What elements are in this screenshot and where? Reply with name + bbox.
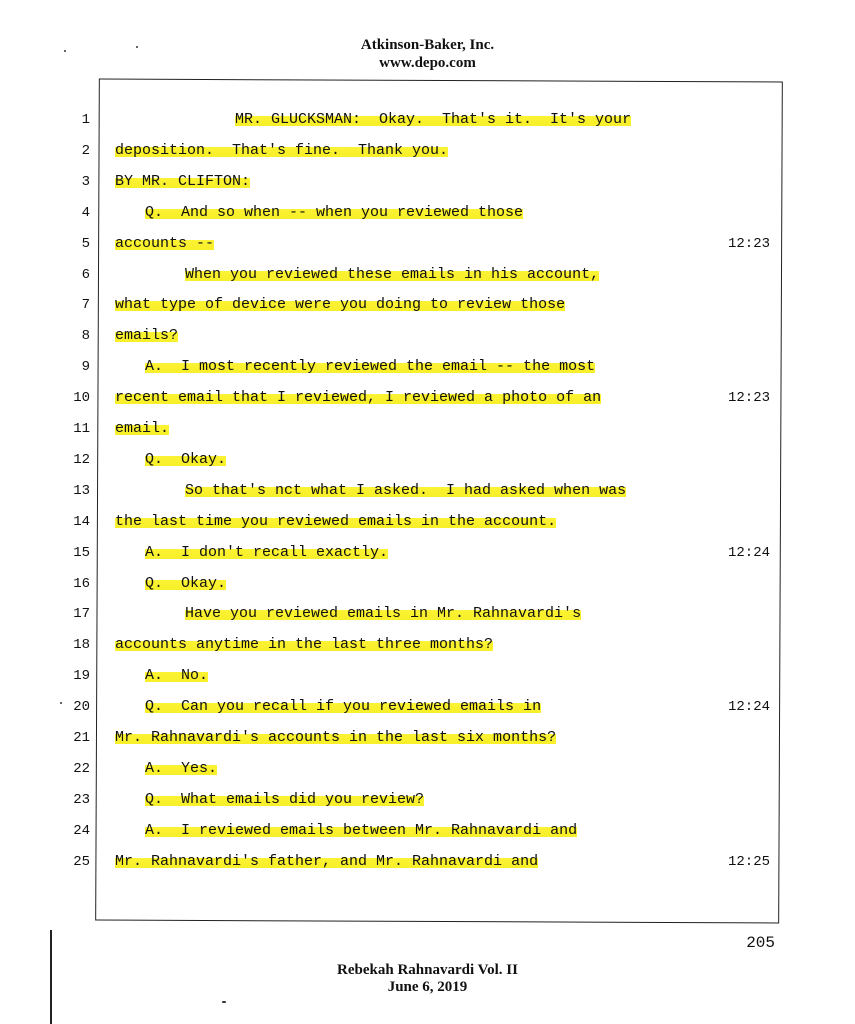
- highlighted-text: recent email that I reviewed, I reviewed a photo of an: [115, 389, 602, 407]
- line-number: 17: [73, 606, 90, 623]
- line-number: 22: [73, 760, 90, 777]
- transcript-line: [0, 203, 855, 234]
- transcript-line: [0, 543, 855, 574]
- line-text: [145, 357, 595, 377]
- scan-speck: [222, 1001, 226, 1003]
- page-number: 205: [746, 934, 775, 952]
- line-number: 8: [81, 328, 90, 345]
- line-text: [115, 295, 565, 315]
- timestamp: 12:24: [727, 544, 770, 561]
- line-number: 14: [73, 513, 90, 530]
- highlighted-text: Q. What emails did you review?: [145, 790, 425, 808]
- transcript-line: [0, 759, 855, 790]
- scan-speck: [60, 702, 62, 704]
- line-text: [145, 759, 217, 779]
- transcript-line: [0, 821, 855, 852]
- highlighted-text: Mr. Rahnavardi's accounts in the last six months?: [115, 729, 557, 746]
- highlighted-text: emails?: [115, 327, 179, 345]
- scan-speck: [136, 46, 138, 48]
- line-text: [115, 419, 169, 439]
- highlighted-text: accounts --: [115, 234, 215, 252]
- line-number: 3: [81, 173, 90, 190]
- transcript-line: [0, 172, 855, 203]
- line-number: 11: [73, 421, 90, 437]
- line-text: [115, 728, 556, 748]
- line-number: 15: [73, 544, 90, 561]
- line-text: [115, 234, 214, 254]
- deponent-name: Rebekah Rahnavardi Vol. II: [337, 962, 518, 978]
- highlighted-text: email.: [115, 420, 170, 437]
- line-text: [145, 821, 577, 841]
- transcript-line: [0, 697, 855, 728]
- highlighted-text: BY MR. CLIFTON:: [115, 172, 251, 190]
- transcript-line: [0, 326, 855, 357]
- highlighted-text: Q. And so when -- when you reviewed those: [145, 203, 524, 221]
- transcript-line: [0, 388, 855, 419]
- transcript-line: [0, 419, 855, 450]
- highlighted-text: MR. GLUCKSMAN: Okay. That's it. It's your: [235, 111, 632, 128]
- line-text: [115, 141, 448, 161]
- highlighted-text: Mr. Rahnavardi's father, and Mr. Rahnavardi and: [115, 852, 539, 870]
- line-text: [115, 326, 178, 346]
- line-text: [145, 203, 523, 223]
- line-number: 19: [73, 668, 90, 685]
- line-number: 25: [73, 853, 90, 870]
- transcript-line: [0, 635, 855, 666]
- line-text: [115, 388, 601, 408]
- transcript-line: [0, 604, 855, 635]
- highlighted-text: Q. Okay.: [145, 574, 227, 592]
- deposition-date: June 6, 2019: [387, 979, 468, 995]
- line-number: 21: [73, 730, 90, 746]
- scan-speck: [64, 50, 66, 52]
- page-footer: [0, 962, 855, 996]
- transcript-line: [0, 666, 855, 697]
- highlighted-text: A. I don't recall exactly.: [145, 543, 389, 561]
- highlighted-text: Have you reviewed emails in Mr. Rahnavardi's: [185, 605, 582, 623]
- line-text: [185, 604, 581, 624]
- line-number: 10: [73, 390, 90, 407]
- line-number: 12: [73, 451, 90, 468]
- line-number: 1: [81, 112, 90, 128]
- company-website: www.depo.com: [379, 55, 476, 71]
- highlighted-text: When you reviewed these emails in his account,: [185, 265, 600, 283]
- highlighted-text: what type of device were you doing to review those: [115, 296, 566, 314]
- transcript-line: [0, 141, 855, 172]
- timestamp: 12:25: [727, 853, 770, 870]
- transcript-line: [0, 574, 855, 605]
- line-text: [145, 450, 226, 470]
- line-text: [145, 666, 208, 686]
- line-number: 13: [73, 482, 90, 499]
- line-number: 4: [81, 204, 90, 221]
- line-text: [145, 543, 388, 563]
- transcript-line: [0, 512, 855, 543]
- highlighted-text: Q. Okay.: [145, 450, 227, 468]
- highlighted-text: accounts anytime in the last three months?: [115, 636, 494, 654]
- line-number: 23: [73, 791, 90, 808]
- highlighted-text: So that's nct what I asked. I had asked when was: [185, 481, 627, 499]
- highlighted-text: A. I reviewed emails between Mr. Rahnavardi and: [145, 821, 578, 839]
- timestamp: 12:23: [727, 235, 770, 252]
- line-text: [115, 172, 250, 192]
- line-number: 16: [73, 575, 90, 592]
- company-name: Atkinson-Baker, Inc.: [360, 37, 495, 53]
- page-header: [0, 36, 855, 72]
- line-text: [115, 852, 538, 872]
- highlighted-text: A. Yes.: [145, 759, 218, 777]
- line-number: 9: [81, 359, 90, 376]
- highlighted-text: A. No.: [145, 667, 209, 685]
- line-number: 20: [73, 699, 90, 716]
- line-text: [145, 697, 541, 717]
- line-text: [145, 790, 424, 810]
- transcript-line: [0, 728, 855, 759]
- highlighted-text: deposition. That's fine. Thank you.: [115, 141, 449, 159]
- line-text: [115, 635, 493, 655]
- transcript-line: [0, 450, 855, 481]
- line-text: [145, 574, 226, 594]
- line-text: [185, 265, 599, 285]
- line-number: 5: [81, 235, 90, 252]
- transcript-line: [0, 790, 855, 821]
- highlighted-text: A. I most recently reviewed the email -- the most: [145, 358, 596, 376]
- highlighted-text: the last time you reviewed emails in the account.: [115, 512, 557, 530]
- transcript-line: [0, 234, 855, 265]
- transcript-line: [0, 481, 855, 512]
- timestamp: 12:24: [727, 699, 770, 716]
- transcript-line: [0, 852, 855, 883]
- transcript-line: [0, 110, 855, 141]
- line-number: 7: [81, 297, 90, 314]
- margin-rule: [50, 930, 52, 1024]
- transcript-line: [0, 265, 855, 296]
- timestamp: 12:23: [727, 390, 770, 407]
- line-number: 2: [81, 142, 90, 159]
- line-number: 24: [73, 822, 90, 839]
- transcript-line: [0, 295, 855, 326]
- line-number: 6: [81, 266, 90, 283]
- line-text: [185, 481, 626, 501]
- highlighted-text: Q. Can you recall if you reviewed emails in: [145, 698, 542, 716]
- line-text: [235, 110, 631, 130]
- line-text: [115, 512, 556, 532]
- transcript-line: [0, 357, 855, 388]
- line-number: 18: [73, 637, 90, 654]
